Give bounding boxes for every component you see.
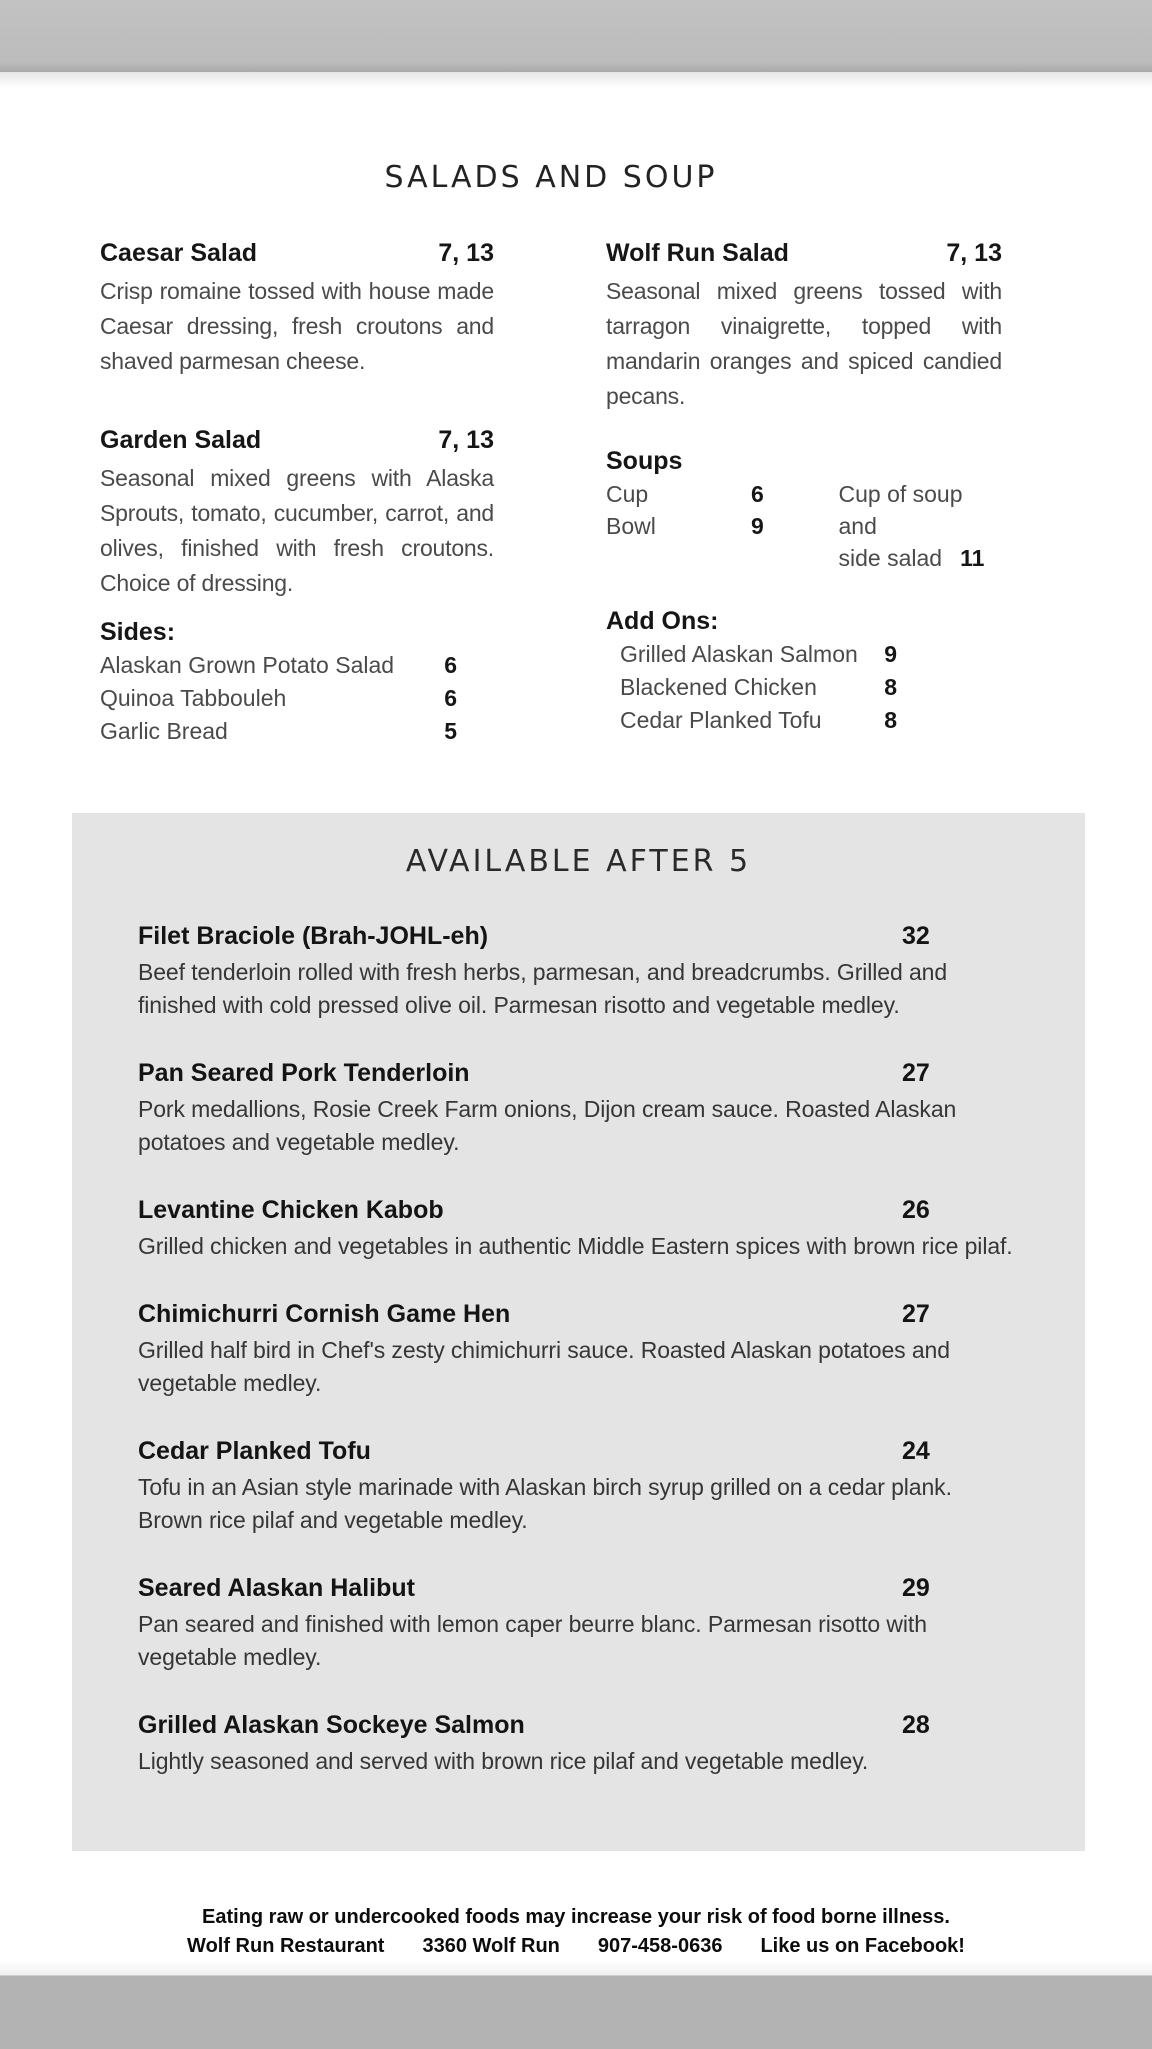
side-name: Garlic Bread: [100, 718, 228, 744]
add-on-row: [606, 638, 1002, 671]
soup-size-price: 6: [751, 481, 764, 507]
footer: [0, 1903, 1152, 1961]
item-header: [138, 1194, 1020, 1226]
soup-size-price: 9: [751, 513, 764, 539]
side-item-row: [100, 682, 494, 715]
item-name: Wolf Run Salad: [606, 239, 789, 267]
menu-item-garden-salad: [100, 425, 494, 601]
item-description: Seasonal mixed greens with Alaska Sprouts, tomato, cucumber, carrot, and olives, finished with fresh croutons. Choice of dressing.: [100, 465, 494, 596]
combo-price: 11: [960, 545, 985, 571]
add-on-name: Grilled Alaskan Salmon: [620, 641, 858, 667]
item-description: Crisp romaine tossed with house made Caesar dressing, fresh croutons and shaved parmesan cheese.: [100, 278, 494, 374]
item-price: 7, 13: [438, 426, 494, 454]
menu-item-pork-tenderloin: [138, 1057, 1020, 1159]
item-header: [100, 238, 494, 269]
side-name: Quinoa Tabbouleh: [100, 685, 287, 711]
soup-size-name: Cup: [606, 481, 649, 507]
footer-contact-line: [0, 1932, 1152, 1961]
bottom-shadow-fade: [0, 1960, 1152, 1975]
item-name: Pan Seared Pork Tenderloin: [138, 1059, 470, 1087]
soups-group: [606, 444, 1002, 574]
bottom-border-bar: [0, 1975, 1152, 2049]
item-header: [138, 1709, 1020, 1741]
combo-line2: [838, 542, 1002, 574]
item-description: Pan seared and finished with lemon caper beurre blanc. Parmesan risotto with vegetable medley.: [138, 1611, 927, 1670]
item-price: 29: [902, 1574, 930, 1602]
soup-size-row: [606, 510, 838, 542]
top-border-bar: [0, 0, 1152, 72]
item-description: Seasonal mixed greens tossed with tarragon vinaigrette, topped with mandarin oranges and spiced candied pecans.: [606, 278, 1002, 409]
item-header: [138, 1298, 1020, 1330]
item-price: 26: [902, 1196, 930, 1224]
soup-sizes: [606, 478, 838, 574]
after-5-section-title: AVAILABLE AFTER 5: [405, 844, 752, 879]
item-description: Beef tenderloin rolled with fresh herbs, parmesan, and breadcrumbs. Grilled and finished with cold pressed olive oil. Parmesan risotto and vegetable medley.: [138, 959, 948, 1018]
item-price: 28: [902, 1711, 930, 1739]
item-header: [606, 238, 1002, 269]
add-on-name: Cedar Planked Tofu: [620, 707, 822, 733]
add-on-row: [606, 671, 1002, 704]
add-ons-title: Add Ons:: [606, 607, 719, 635]
item-name: Grilled Alaskan Sockeye Salmon: [138, 1711, 525, 1739]
add-ons-group: [606, 604, 1002, 737]
item-name: Filet Braciole (Brah-JOHL-eh): [138, 922, 489, 950]
footer-disclaimer: Eating raw or undercooked foods may increase your risk of food borne illness.: [202, 1906, 950, 1928]
salads-section-title: SALADS AND SOUP: [384, 160, 718, 195]
item-name: Chimichurri Cornish Game Hen: [138, 1300, 511, 1328]
soup-salad-combo: [838, 478, 1002, 574]
side-item-row: [100, 715, 494, 748]
add-on-price: 8: [884, 707, 897, 733]
item-header: [138, 1435, 1020, 1467]
item-description: Grilled chicken and vegetables in authentic Middle Eastern spices with brown rice pilaf.: [138, 1233, 1013, 1259]
soup-size-name: Bowl: [606, 513, 656, 539]
add-on-name: Blackened Chicken: [620, 674, 817, 700]
item-name: Garden Salad: [100, 426, 262, 454]
after-5-items: [138, 920, 1020, 1778]
menu-item-alaskan-halibut: [138, 1572, 1020, 1674]
item-header: [138, 920, 1020, 952]
item-description: Pork medallions, Rosie Creek Farm onions, Dijon cream sauce. Roasted Alaskan potatoes and vegetable medley.: [138, 1096, 957, 1155]
combo-name: side salad: [838, 545, 943, 571]
sides-title: Sides:: [100, 618, 176, 646]
item-price: 24: [902, 1437, 930, 1465]
combo-line1: Cup of soup and: [838, 481, 963, 539]
item-name: Caesar Salad: [100, 239, 258, 267]
menu-item-cornish-game-hen: [138, 1298, 1020, 1400]
restaurant-name: Wolf Run Restaurant: [187, 1935, 385, 1957]
restaurant-address: 3360 Wolf Run: [422, 1935, 560, 1957]
side-price: 6: [444, 685, 457, 711]
item-header: [100, 425, 494, 456]
restaurant-phone: 907-458-0636: [597, 1935, 723, 1957]
top-shadow-fade: [0, 72, 1152, 88]
menu-item-cedar-planked-tofu: [138, 1435, 1020, 1537]
facebook-callout: Like us on Facebook!: [760, 1935, 965, 1957]
item-price: 7, 13: [946, 239, 1002, 267]
menu-item-filet-braciole: [138, 920, 1020, 1022]
item-name: Seared Alaskan Halibut: [138, 1574, 415, 1602]
sides-group: [100, 615, 494, 748]
item-description: Grilled half bird in Chef's zesty chimichurri sauce. Roasted Alaskan potatoes and vegetable medley.: [138, 1337, 950, 1396]
menu-item-caesar-salad: [100, 238, 494, 379]
available-after-5-panel: [72, 813, 1085, 1851]
item-name: Levantine Chicken Kabob: [138, 1196, 444, 1224]
salads-left-column: [100, 238, 494, 748]
add-on-price: 9: [884, 641, 897, 667]
add-on-price: 8: [884, 674, 897, 700]
side-price: 6: [444, 652, 457, 678]
soups-body: [606, 478, 1002, 574]
soup-size-row: [606, 478, 838, 510]
item-description: Lightly seasoned and served with brown rice pilaf and vegetable medley.: [138, 1748, 869, 1774]
item-name: Cedar Planked Tofu: [138, 1437, 371, 1465]
item-price: 27: [902, 1059, 930, 1087]
item-header: [138, 1057, 1020, 1089]
side-name: Alaskan Grown Potato Salad: [100, 652, 395, 678]
menu-item-chicken-kabob: [138, 1194, 1020, 1263]
salads-right-column: [606, 238, 1002, 737]
item-header: [138, 1572, 1020, 1604]
soups-title: Soups: [606, 447, 683, 475]
menu-item-wolf-run-salad: [606, 238, 1002, 414]
item-price: 7, 13: [438, 239, 494, 267]
item-description: Tofu in an Asian style marinade with Alaskan birch syrup grilled on a cedar plank. Brown rice pilaf and vegetable medley.: [138, 1474, 952, 1533]
add-on-row: [606, 704, 1002, 737]
side-item-row: [100, 649, 494, 682]
side-price: 5: [444, 718, 457, 744]
item-price: 27: [902, 1300, 930, 1328]
item-price: 32: [902, 922, 930, 950]
menu-item-sockeye-salmon: [138, 1709, 1020, 1778]
